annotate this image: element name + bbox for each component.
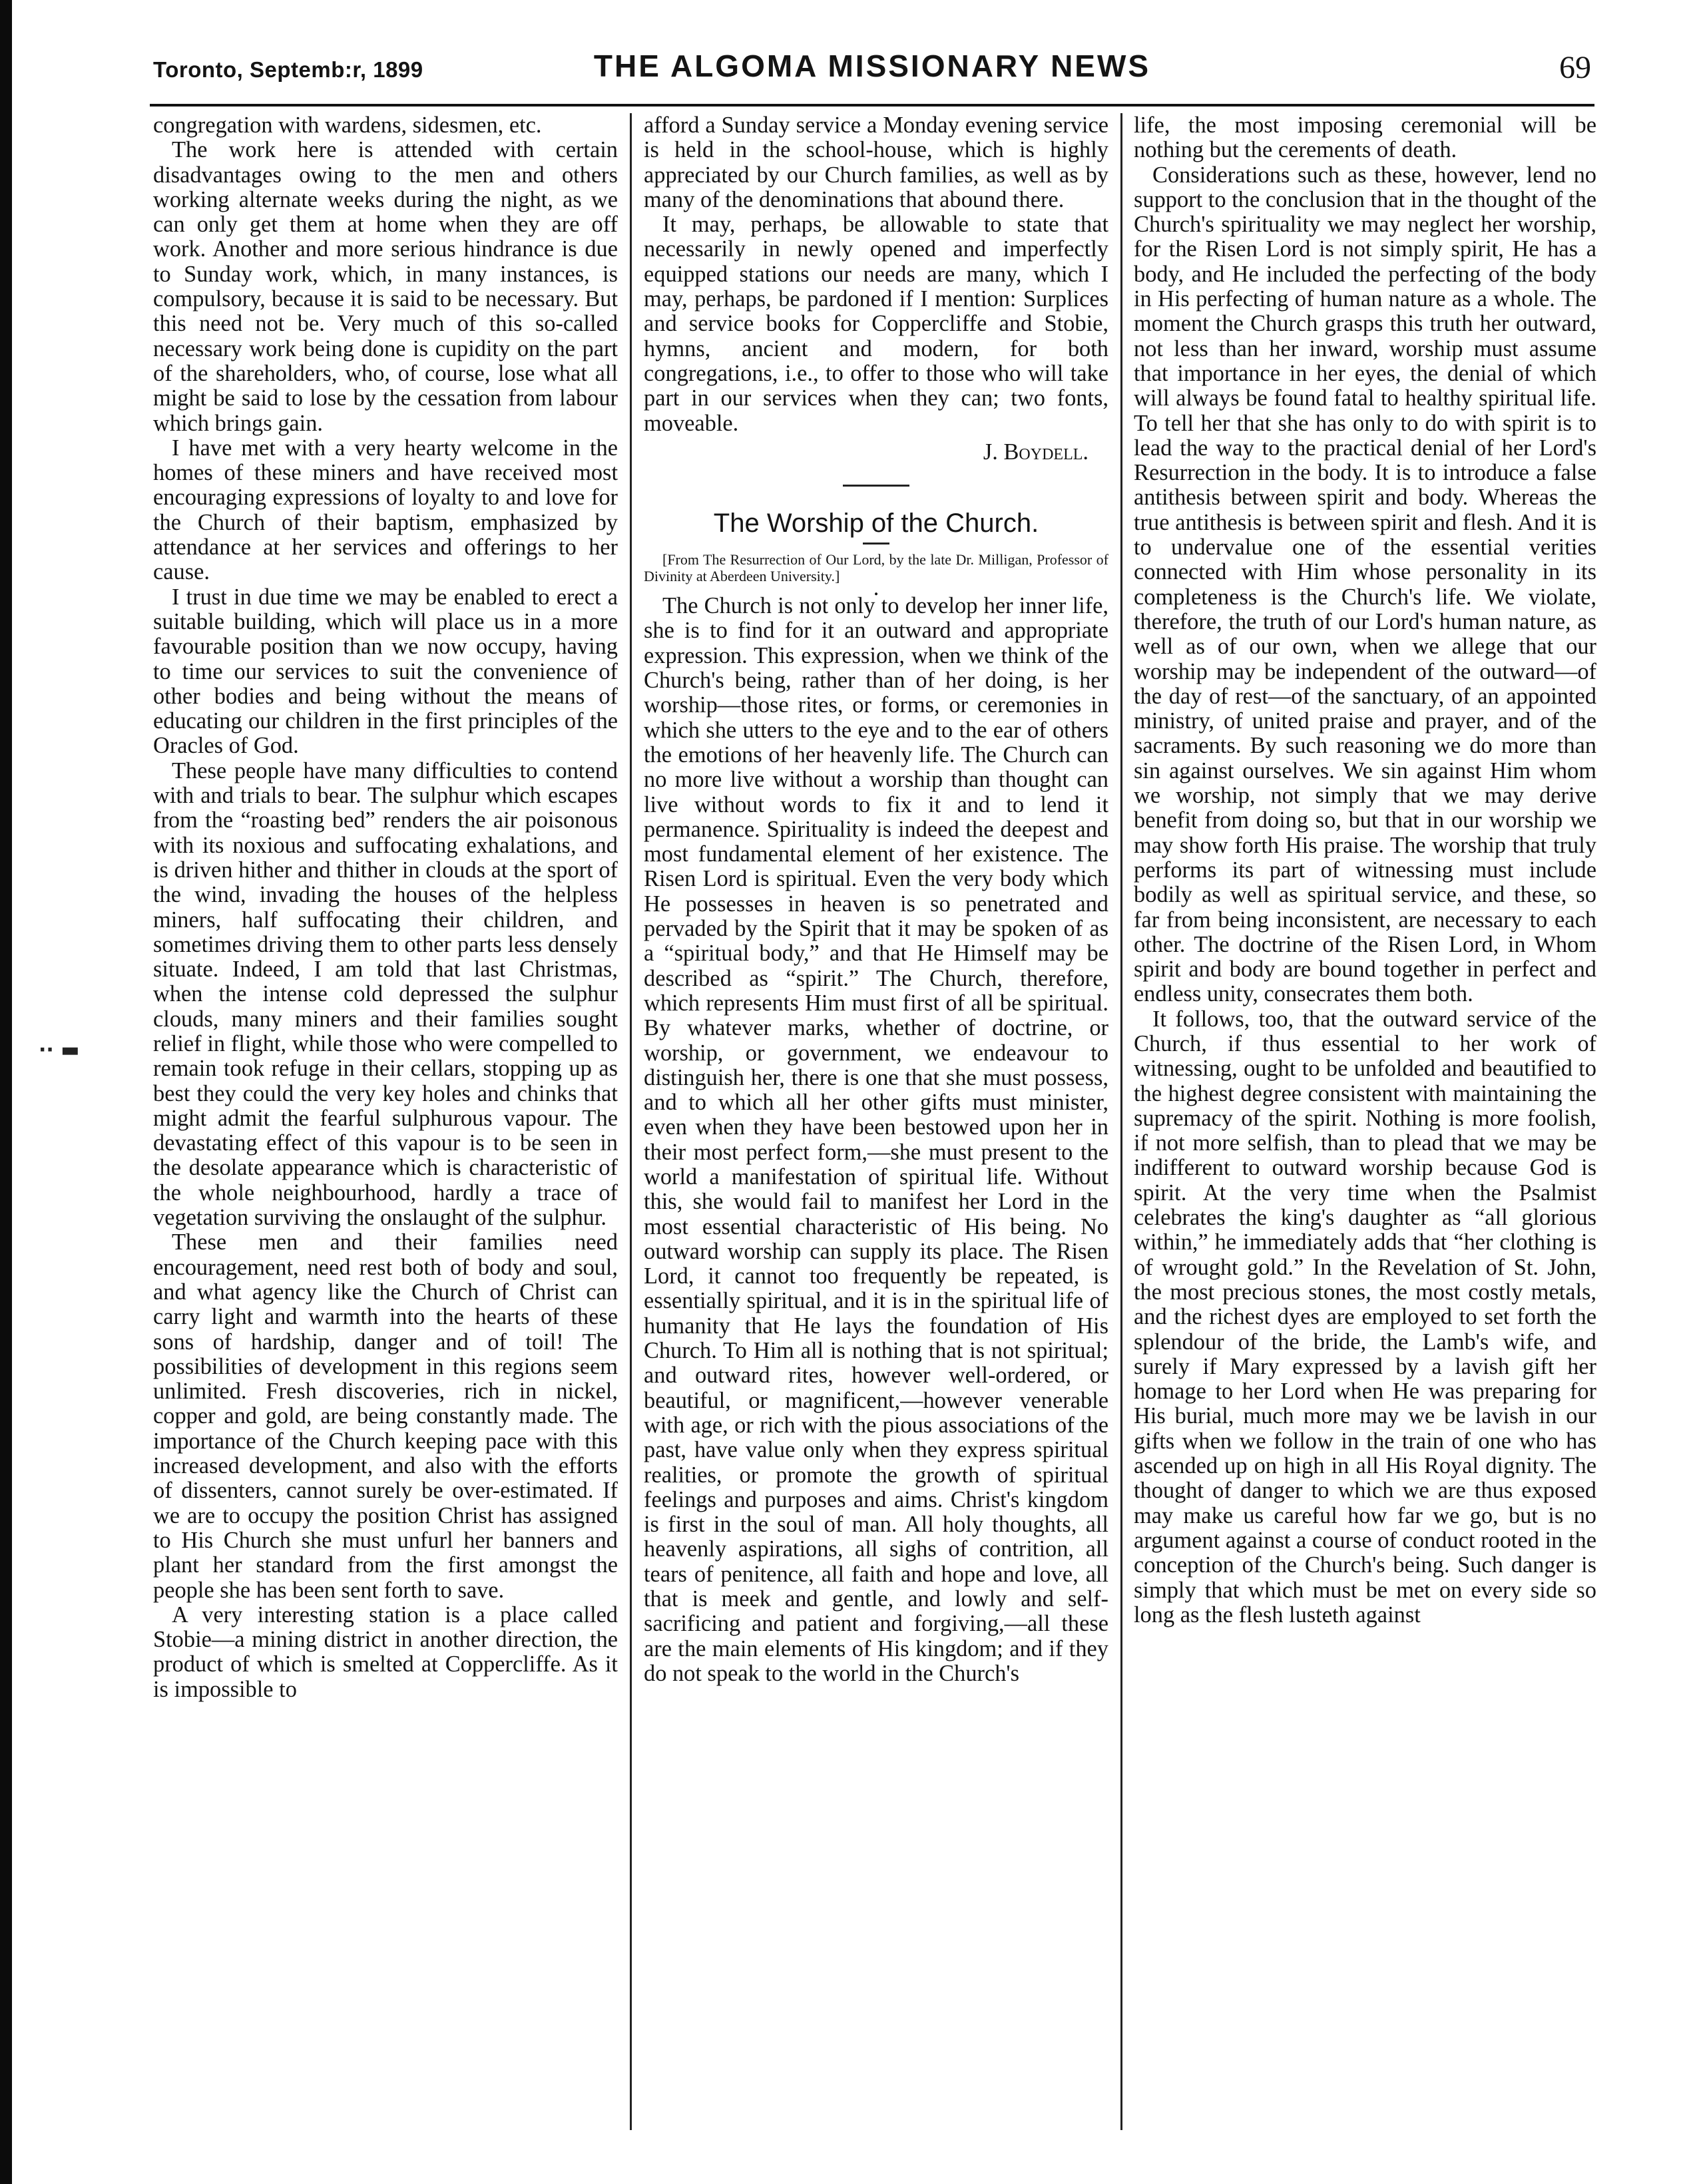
paragraph: The Church is not only to develop her inner life, she is to find for it an outward and appropriate expression. This expression, when we think of the Church's being, rather than of her doing, is her worship—those rites, or forms, or ceremonies in which she utters to the eye and to the ear of others the emotions of her heavenly life. The Church can no more live without a worship than thought can live without words to fix it and to lend it permanence. Spirituality is indeed the deepest and most fundamental element of her existence. The Risen Lord is spiritual. Even the very body which He possesses in heaven is so penetrated and pervaded by the Spirit that it may be spoken of as a “spiritual body,” and that He Himself may be described as “spirit.” The Church, therefore, which represents Him must first of all be spiritual. By whatever marks, whether of doctrine, or worship, or government, we endeavour to distinguish her, there is one that she must possess, and to which all her other gifts must minister, even when they have been bestowed upon her in their most perfect form,—she must present to the world a manifestation of spiritual life. Without this, she would fail to manifest her Lord in the most essential characteristic of His being. No outward worship can supply its place. The Risen Lord, it cannot too frequently be repeated, is essentially spiritual, and it is in the spiritual life of humanity that He lays the foundation of His Church. To Him all is nothing that is not spiritual; and outward rites, however well-ordered, or beautiful, or magnificent,—however venerable with age, or rich with the pious associations of the past, have value only when they express spiritual realities, or promote the growth of spiritual feelings and purposes and aims. Christ's kingdom is first in the soul of man. All holy thoughts, all heavenly aspirations, all sighs of contrition, all tears of penitence, all faith and hope and love, all that is meek and gentle, and lowly and self-sacrificing and patient and forgiving,—all these are the main elements of His kingdom; and if they do not speak to the world in the Church's: [644, 593, 1108, 1686]
header-rule: [150, 104, 1594, 107]
paragraph: It follows, too, that the outward service of the Church, if thus essential to her work of witnessing, ought to be unfolded and beautified to the highest degree consistent with maintaining the supremacy of the spirit. Nothing is more foolish, if not more selfish, than to plead that we may be indifferent to outward worship because God is spirit. At the very time when the Psalmist celebrates the king's daughter as “all glorious within,” he immediately adds that “her clothing is of wrought gold.” In the Revelation of St. John, the most precious stones, the most costly metals, and the richest dyes are employed to set forth the splendour of the bride, the Lamb's wife, and surely if Mary expressed by a lavish gift her homage to her Lord when He was preparing for His burial, much more may we be lavish in our gifts when we follow in the train of one who has ascended up on high in all His Royal dignity. The thought of danger to which we are thus exposed may make us careful how far we go, but is no argument against a course of conduct rooted in the conception of the Church's being. Such danger is simply that which must be met on every side so long as the flesh lusteth against: [1134, 1006, 1596, 1628]
column-rule-1: [630, 113, 632, 2130]
page-spine-edge: [0, 0, 12, 2184]
paragraph: It may, perhaps, be allowable to state that necessarily in newly opened and imperfectly equipped stations our needs are many, which I may, perhaps, be pardoned if I mention: Surplices and service books for Coppercliffe and Stobie, hymns, ancient and modern, for both congregations, i.e., to offer to those who will take part in our services when they can; two fonts, moveable.: [644, 212, 1108, 436]
column-1: [153, 113, 618, 2150]
paragraph: congregation with wardens, sidesmen, etc.: [153, 113, 542, 138]
column-3: [1134, 113, 1596, 2150]
paragraph: These people have many difficulties to contend with and trials to bear. The sulphur which escapes from the “roasting bed” renders the air poisonous with its noxious and suffocating exhalations, and is driven hither and thither in clouds at the sport of the wind, invading the houses of the helpless miners, half suffocating their children, and sometimes driving them to other parts less densely situate. Indeed, I am told that last Christmas, when the intense cold depressed the sulphur clouds, many miners and their families sought relief in flight, while those who were compelled to remain took refuge in their cellars, stopping up as best they could the very key holes and chinks that might admit the fearful sulphurous vapour. The devastating effect of this vapour is to be seen in the desolate appearance which is characteristic of the whole neighbourhood, hardly a trace of vegetation surviving the onslaught of the sulphur.: [153, 758, 618, 1231]
paragraph: These men and their families need encouragement, need rest both of body and soul, and what agency like the Church of Christ can carry light and warmth into the hearts of these sons of hardship, danger and of toil! The possibilities of development in this regions seem unlimited. Fresh discoveries, rich in nickel, copper and gold, are being constantly made. The importance of the Church keeping pace with this increased development, and also with the efforts of dissenters, cannot surely be over-estimated. If we are to occupy the position Christ has assigned to His Church she must unfurl her banners and plant her standard from the first amongst the people she has been sent forth to save.: [153, 1229, 618, 1603]
paragraph: Considerations such as these, however, lend no support to the conclusion that in the thought of the Church's spirituality we may neglect her worship, for the Risen Lord is not simply spirit, He has a body, and He included the perfecting of the body in His perfecting of human nature as a whole. The moment the Church grasps this truth her outward, not less than her inward, worship must assume that importance in her eyes, the denial of which will always be found fatal to healthy spiritual life. To tell her that she has only to do with spirit is to lead the way to the practical denial of her Lord's Resurrection in the body. It is to introduce a false antithesis between spirit and body. Whereas the true antithesis is between spirit and flesh. And it is to undervalue one of the essential verities connected with Him whose personality in its completeness is the Church's life. We violate, therefore, the truth of our Lord's human nature, as well as of our own, when we allege that our worship may be independent of the outward—of the day of rest—of the sanctuary, of an appointed ministry, of united praise and prayer, and of the sacraments. By such reasoning we do more than sin against ourselves. We sin against Him whom we worship, not simply that we may derive benefit from doing so, but that in our worship we may show forth His praise. The worship that truly performs its part of witnessing must include bodily as well as spiritual service, and these, so far from being inconsistent, are necessary to each other. The doctrine of the Risen Lord, in Whom spirit and body are bound together in perfect and endless unity, consecrates them both.: [1134, 162, 1596, 1007]
paragraph: life, the most imposing ceremonial will be nothing but the cerements of death.: [1134, 113, 1596, 163]
page-header: [153, 48, 1591, 101]
paragraph: A very interesting station is a place called Stobie—a mining district in another direction, the product of which is smelted at Coppercliffe. As it is impossible to: [153, 1602, 618, 1702]
decorative-dot: .: [873, 575, 879, 601]
column-rule-2: [1120, 113, 1122, 2130]
paragraph: I trust in due time we may be enabled to erect a suitable building, which will place us in a more favourable position than we now occupy, having to time our services to suit the convenience of other bodies and being without the means of educating our children in the first principles of the Oracles of God.: [153, 584, 618, 759]
signature: J. Boydell.: [983, 439, 1089, 465]
header-title: THE ALGOMA MISSIONARY NEWS: [593, 49, 1151, 83]
article-source-note: [From The Resurrection of Our Lord, by the late Dr. Milligan, Professor of Divinity at Aberdeen University.]: [644, 551, 1108, 585]
article-title: The Worship of the Church.: [713, 509, 1039, 539]
header-page-number: 69: [1559, 50, 1591, 85]
title-divider: [863, 543, 889, 545]
column-2: [644, 113, 1108, 2150]
paragraph: The work here is attended with certain disadvantages owing to the men and others working alternate weeks during the night, as we can only get them at home when they are off work. Another and more serious hindrance is due to Sunday work, which, in many instances, is compulsory, because it is said to be necessary. But this need not be. Very much of this so-called necessary work being done is cupidity on the part of the shareholders, who, of course, lose what all might be said to lose by the cessation from labour which brings gain.: [153, 137, 618, 436]
section-divider: [843, 485, 909, 487]
header-dateline: Toronto, Septemb:r, 1899: [153, 57, 423, 82]
margin-mark: ·· ▬: [39, 1038, 80, 1062]
paragraph: I have met with a very hearty welcome in the homes of these miners and have received most encouraging expressions of loyalty to and love for the Church of their baptism, emphasized by attendance at her services and offerings to her cause.: [153, 435, 618, 585]
paragraph: afford a Sunday service a Monday evening service is held in the school-house, which is highly appreciated by our Church families, as well as by many of the denominations that abound there.: [644, 113, 1108, 212]
